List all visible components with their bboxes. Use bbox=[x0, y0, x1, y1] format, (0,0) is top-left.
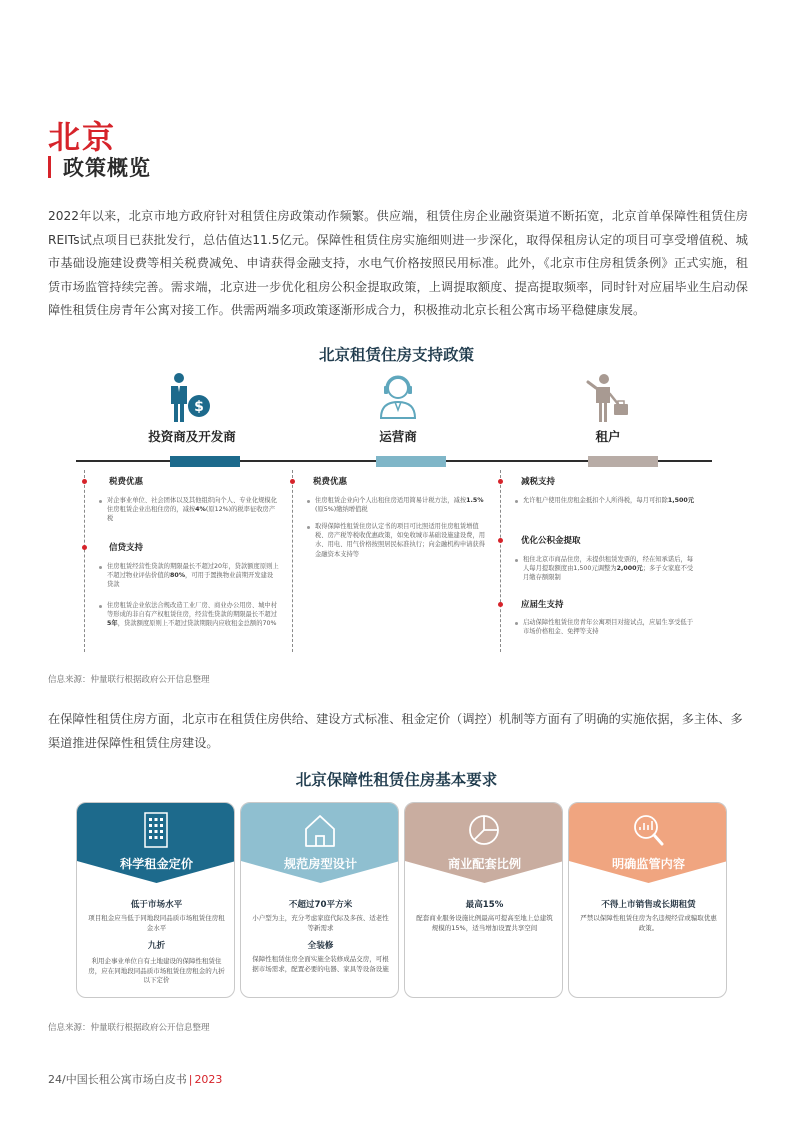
group-dot bbox=[290, 479, 295, 484]
doc-title: 中国长租公寓市场白皮书 bbox=[65, 1073, 187, 1086]
policy-item: 住房租赁经营性贷款的期限最长不超过20年，贷款额度原则上不超过物业评估价值的80%，可用于置换物业前期开发建设贷款 bbox=[107, 563, 279, 589]
card-header bbox=[241, 803, 399, 883]
source-note: 信息来源：仲量联行根据政府公开信息整理 bbox=[48, 1023, 210, 1033]
card-text: 配套商业服务设施比例最高可提高至地上总建筑规模的15%，适当增加设置共享空间 bbox=[416, 914, 553, 932]
policy-item: 住房租赁企业依法合规改造工业厂房、商业办公用房、城中村等形成的非自有产权租赁住房，经营性贷款的期限最长不超过5年，贷款额度原则上不超过贷款期限内应收租金总额的70% bbox=[107, 602, 278, 628]
svg-text:$: $ bbox=[194, 399, 204, 415]
pie-chart-icon bbox=[467, 811, 501, 849]
card-title: 明确监管内容 bbox=[611, 857, 686, 871]
policy-panel-investor bbox=[84, 470, 289, 652]
item-bullet bbox=[99, 500, 102, 503]
intro-paragraph: 2022年以来，北京市地方政府针对租赁住房政策动作频繁。供应端，租赁住房企业融资渠道不断拓宽，北京首单保障性租赁住房REITs试点项目已获批发行，总估值达11.5亿元。保障性租赁住房实施细则进一步深化，取得保租房认定的项目可享受增值税、城市基础设施建设费等相关税费减免、申请获得金融支持，水电气价格按照民用标准。此外，《北京市住房租赁条例》正式实施，租赁市场监管持续完善。需求端，北京进一步优化租房公积金提取政策，上调提取额度、提高提取频率，同时针对应届毕业生启动保障性租赁住房青年公寓对接工作。供需两端多项政策逐渐形成合力，积极推动北京长租公寓市场平稳健康发展。 bbox=[48, 209, 748, 317]
timeline-marker-investor bbox=[170, 456, 240, 467]
card-text: 保障性租赁住房全面实施全装修成品交房，可根据市场需求，配置必要的电器、家具等设备设施 bbox=[252, 955, 389, 973]
item-bullet bbox=[307, 500, 310, 503]
group-dot bbox=[498, 602, 503, 607]
item-bullet bbox=[515, 559, 518, 562]
policy-item: 取得保障性租赁住房认定书的项目可比照适用住房租赁增值税、房产税等税收优惠政策，如免收城市基础设施建设费，用水、用电、用气价格按照居民标准执行；向金融机构申请获得金融资本支持等 bbox=[315, 523, 486, 558]
investor-icon bbox=[165, 372, 215, 424]
item-bullet bbox=[307, 526, 310, 529]
policy-item: 对企事业单位、社会团体以及其他组织向个人、专业化规模化住房租赁企业出租住房的，减按4%(原12%)的税率征收房产税 bbox=[107, 497, 278, 523]
requirement-card-supervision bbox=[568, 802, 727, 998]
card-highlight: 全装修 bbox=[307, 941, 334, 951]
subtitle-accent-bar bbox=[48, 156, 51, 178]
guarantee-paragraph: 在保障性租赁住房方面，北京市在租赁住房供给、建设方式标准、租金定价（调控）机制等方面有了明确的实施依据，多主体、多渠道推进保障性租赁住房建设。 bbox=[48, 712, 743, 750]
timeline-marker-tenant bbox=[588, 456, 658, 467]
column-name-investor: 投资商及开发商 bbox=[148, 429, 236, 444]
group-dot bbox=[82, 479, 87, 484]
subtitle-text: 政策概览 bbox=[63, 156, 151, 180]
section-subtitle bbox=[48, 154, 151, 180]
group-head: 减税支持 bbox=[521, 477, 556, 487]
group-head: 税费优惠 bbox=[109, 477, 144, 487]
card-text: 利用企事业单位自有土地建设的保障性租赁住房，应在同地段同品质市场租赁住房租金的九折以下定价 bbox=[88, 957, 225, 985]
card-highlight: 不超过70平方米 bbox=[288, 900, 353, 910]
building-icon bbox=[139, 811, 173, 849]
card-title: 科学租金定价 bbox=[119, 857, 194, 871]
item-bullet bbox=[515, 622, 518, 625]
group-head: 应届生支持 bbox=[521, 600, 564, 610]
policy-item: 允许租户使用住房租金抵扣个人所得税，每月可扣除1,500元 bbox=[523, 497, 695, 504]
magnifier-icon bbox=[631, 811, 665, 849]
card-header bbox=[569, 803, 727, 883]
city-title: 北京 bbox=[48, 118, 117, 156]
requirements-section-title: 北京保障性租赁住房基本要求 bbox=[295, 771, 498, 789]
group-head: 信贷支持 bbox=[109, 543, 144, 553]
policy-panel-tenant bbox=[500, 470, 705, 652]
tenant-icon bbox=[584, 372, 634, 424]
card-text: 严禁以保障性租赁住房为名违规经营或骗取优惠政策。 bbox=[580, 914, 717, 932]
item-bullet bbox=[99, 566, 102, 569]
group-dot bbox=[498, 538, 503, 543]
policy-item: 住房租赁企业向个人出租住房适用简易计税方法，减按1.5%(原5%)缴纳增值税 bbox=[315, 497, 484, 514]
operator-icon bbox=[373, 372, 423, 424]
requirement-card-commercial-ratio bbox=[404, 802, 563, 998]
item-bullet bbox=[99, 605, 102, 608]
column-name-operator: 运营商 bbox=[379, 429, 417, 444]
card-title: 商业配套比例 bbox=[447, 857, 522, 871]
page-footer: 24/中国长租公寓市场白皮书 | 2023 bbox=[48, 1073, 223, 1086]
group-dot bbox=[498, 479, 503, 484]
column-name-tenant: 租户 bbox=[595, 429, 621, 444]
card-highlight: 最高15% bbox=[465, 900, 504, 910]
group-head: 优化公积金提取 bbox=[521, 536, 581, 546]
policy-item: 租住北京市商品住房，未提供租赁发票的，经在知承诺后，每人每月提取额度由1,500元调整为2,000元；多子女家庭不受月缴存额限制 bbox=[523, 556, 694, 582]
policy-section-title: 北京租赁住房支持政策 bbox=[318, 346, 474, 364]
card-highlight: 低于市场水平 bbox=[130, 900, 183, 910]
card-highlight: 不得上市销售或长期租赁 bbox=[601, 900, 696, 910]
page-number: 24 bbox=[48, 1073, 62, 1086]
timeline-marker-operator bbox=[376, 456, 446, 467]
card-text: 项目租金应当低于同地段同品质市场租赁住房租金水平 bbox=[88, 914, 225, 932]
group-dot bbox=[82, 545, 87, 550]
house-icon bbox=[303, 811, 337, 849]
card-header bbox=[405, 803, 563, 883]
card-text: 小户型为主，充分考虑家庭代际及多孩、适老性等新需求 bbox=[252, 914, 389, 932]
card-title: 规范房型设计 bbox=[283, 857, 358, 871]
card-header bbox=[77, 803, 235, 883]
source-note: 信息来源：仲量联行根据政府公开信息整理 bbox=[48, 675, 210, 685]
requirement-card-rent-pricing bbox=[76, 802, 235, 998]
policy-item: 启动保障性租赁住房青年公寓项目对接试点，应届生享受低于市场价格租金、免押等支持 bbox=[523, 619, 694, 636]
policy-panel-operator bbox=[292, 470, 497, 652]
item-bullet bbox=[515, 500, 518, 503]
doc-year: 2023 bbox=[194, 1073, 223, 1086]
card-highlight: 九折 bbox=[147, 941, 166, 951]
requirement-card-unit-design bbox=[240, 802, 399, 998]
group-head: 税费优惠 bbox=[313, 477, 348, 487]
